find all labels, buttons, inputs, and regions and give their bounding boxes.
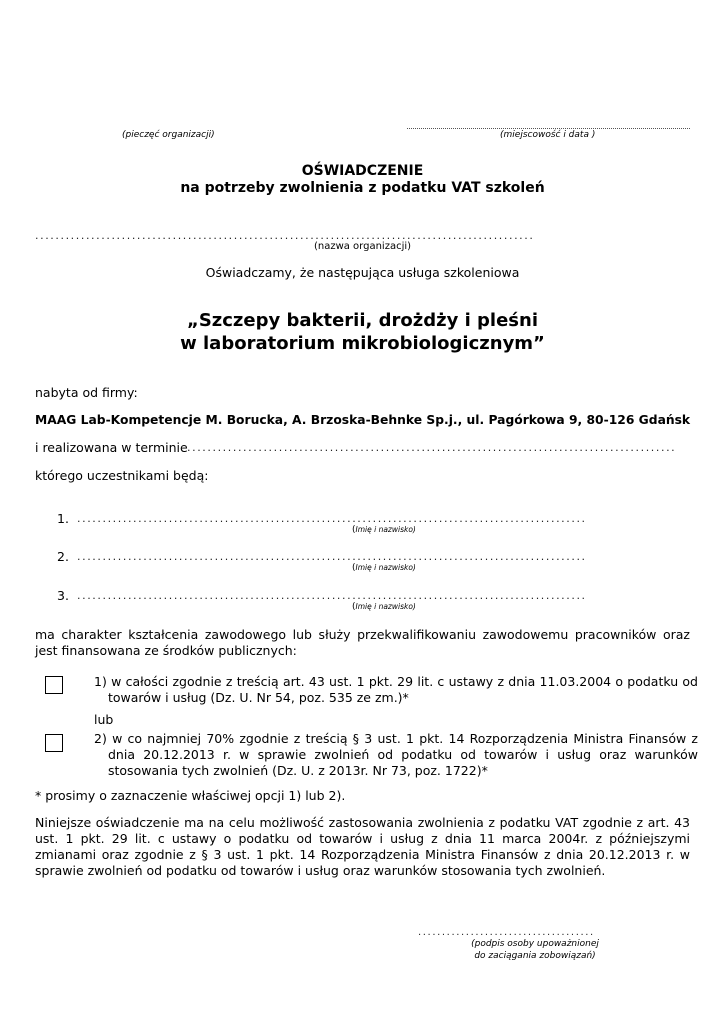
- signature-label-line2: do zaciągania zobowiązań): [474, 951, 596, 961]
- participant-2-number: 2.: [57, 549, 69, 564]
- participant-2-dots: ....................................................................................................: [77, 550, 587, 563]
- place-date-label: (miejscowość i data ): [500, 130, 596, 140]
- participant-3-dots: ....................................................................................................: [77, 589, 587, 602]
- stamp-label: (pieczęć organizacji): [122, 130, 215, 140]
- document-subtitle: na potrzeby zwolnienia z podatku VAT szkoleń: [180, 180, 545, 196]
- participant-1-dots: ....................................................................................................: [77, 512, 587, 525]
- organization-label: (nazwa organizacji): [313, 241, 412, 252]
- participant-1-label: (Imię i nazwisko): [352, 525, 416, 535]
- course-title-line1: „Szczepy bakterii, drożdży i pleśni: [186, 310, 538, 331]
- acquired-from-label: nabyta od firmy:: [35, 385, 138, 400]
- signature-dots: .....................................: [418, 927, 595, 938]
- document-title: OŚWIADCZENIE: [301, 163, 424, 179]
- course-title-line2: w laboratorium mikrobiologicznym”: [180, 333, 545, 354]
- company-info: MAAG Lab-Kompetencje M. Borucka, A. Brzoska-Behnke Sp.j., ul. Pagórkowa 9, 80-126 Gdańsk: [35, 413, 691, 427]
- term-label: i realizowana w terminie: [35, 440, 188, 455]
- option-1-text: 1) w całości zgodnie z treścią art. 43 ust. 1 pkt. 29 lit. c ustawy z dnia 11.03.2004 o podatku od towarów i usług (Dz. U. Nr 54, poz. 535 ze zm.)*: [94, 674, 698, 705]
- place-date-dots: [407, 128, 690, 129]
- option-2-text: 2) w co najmniej 70% zgodnie z treścią § 3 ust. 1 pkt. 14 Rozporządzenia Ministra Finansów z dnia 20.12.2013 r. w sprawie zwolnień od podatku od towarów i usług oraz warunków stosowania tych zwolnień (Dz. U. z 2013r. Nr 73, poz. 1722)*: [94, 731, 698, 778]
- intro-text: Oświadczamy, że następująca usługa szkoleniowa: [205, 265, 520, 280]
- participant-1-number: 1.: [57, 511, 69, 526]
- option-1-checkbox[interactable]: [45, 676, 63, 694]
- participant-3-number: 3.: [57, 588, 69, 603]
- term-dots: ................................................................................................: [187, 441, 677, 454]
- participant-2-label: (Imię i nazwisko): [352, 563, 416, 573]
- organization-dots: ..................................................................................................: [35, 229, 535, 242]
- closing-statement: Niniejsze oświadczenie ma na celu możliwość zastosowania zwolnienia z podatku VAT zgodnie z art. 43 ust. 1 pkt. 29 lit. c ustawy o podatku od towarów i usług z dnia 11 marca 2004r. z późniejszymi zmianami oraz zgodnie z § 3 ust. 1 pkt. 14 Rozporządzenia Ministra Finansów z dnia 20.12.2013 r. w sprawie zwolnień od podatku od towarów i usług oraz warunków stosowania tych zwolnień.: [35, 815, 690, 878]
- option-2-checkbox[interactable]: [45, 734, 63, 752]
- participant-3-label: (Imię i nazwisko): [352, 602, 416, 612]
- character-text: ma charakter kształcenia zawodowego lub służy przekwalifikowaniu zawodowemu pracowników oraz jest finansowana ze środków publicznych:: [35, 627, 690, 658]
- option-or-label: lub: [94, 712, 114, 727]
- participants-label: którego uczestnikami będą:: [35, 468, 209, 483]
- signature-label-line1: (podpis osoby upoważnionej: [471, 939, 599, 949]
- footnote: * prosimy o zaznaczenie właściwej opcji 1) lub 2).: [35, 788, 346, 803]
